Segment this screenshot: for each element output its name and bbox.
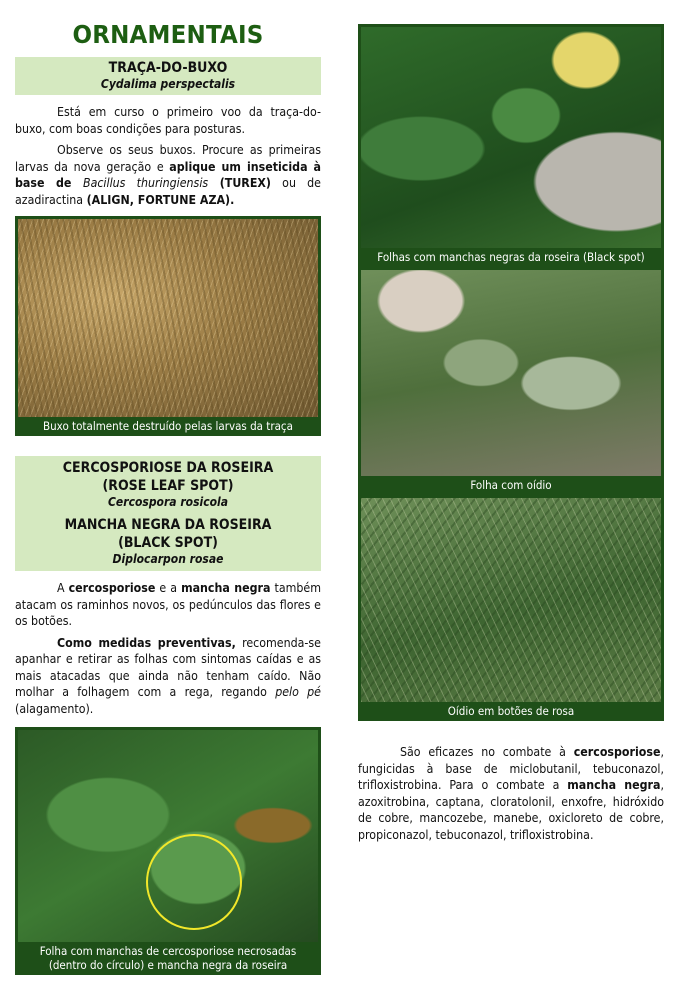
blackspot-photo-caption: Folhas com manchas negras da roseira (Black spot): [377, 250, 645, 264]
oidio-leaf-photo-figure: [358, 267, 664, 495]
cerco-title-2: (ROSE LEAF SPOT): [102, 478, 234, 494]
mancha-title-2: (BLACK SPOT): [118, 535, 218, 551]
traca-paragraph-2: Observe os seus buxos. Procure as primeiras larvas da nova geração e aplique um inseticida à base de Bacillus thuringiensis (TUREX) ou de azadiractina (ALIGN, FORTUNE AZA).: [15, 143, 321, 207]
cerco-scientific-name: Cercospora rosicola: [108, 495, 228, 509]
left-column: [15, 18, 321, 975]
traca-paragraph-1: Está em curso o primeiro voo da traça-do-buxo, com boas condições para posturas.: [15, 105, 321, 136]
oidio-leaf-photo-caption: Folha com oídio: [470, 478, 552, 492]
buxo-destroyed-photo: [18, 219, 318, 417]
highlight-circle: [146, 834, 242, 930]
oidio-buds-photo: [361, 498, 661, 702]
blackspot-leaves-photo: [361, 27, 661, 248]
buxo-photo-caption: Buxo totalmente destruído pelas larvas da traça: [43, 419, 293, 433]
oidio-buds-photo-figure: [358, 495, 664, 721]
mancha-title-1: MANCHA NEGRA DA ROSEIRA: [64, 517, 272, 533]
cerco-leaf-photo: [18, 730, 318, 942]
cerco-title-1: CERCOSPORIOSE DA ROSEIRA: [62, 460, 274, 476]
cerco-photo-caption: Folha com manchas de cercosporiose necrosadas (dentro do círculo) e mancha negra da roseira: [39, 944, 297, 972]
traca-title: TRAÇA-DO-BUXO: [108, 60, 228, 76]
oidio-buds-photo-caption: Oídio em botões de rosa: [447, 704, 575, 718]
cerco-paragraph-1: A cercosporiose e a mancha negra também atacam os raminhos novos, os pedúnculos das flores e os botões.: [15, 581, 321, 628]
buxo-photo-figure: [15, 216, 321, 436]
cerco-photo-figure: [15, 727, 321, 975]
traca-scientific-name: Cydalima perspectalis: [100, 77, 236, 91]
oidio-leaf-photo: [361, 270, 661, 476]
page-title: ORNAMENTAIS: [72, 20, 264, 49]
cerco-header: [15, 456, 321, 571]
cerco-paragraph-2: Como medidas preventivas, recomenda-se apanhar e retirar as folhas com sintomas caídas e as mais atacadas que ainda não tenham caído. Não molhar a folhagem com a rega, regando pelo pé (alagamento).: [15, 635, 321, 716]
right-column: [358, 24, 664, 843]
traca-header: [15, 57, 321, 95]
mancha-scientific-name: Diplocarpon rosae: [112, 552, 224, 566]
fungicides-paragraph: São eficazes no combate à cercosporiose, fungicidas à base de miclobutanil, tebuconazol, trifloxistrobina. Para o combate a mancha negra, azoxitrobina, captana, cloratolonil, enxofre, hidróxido de cobre, mancozebe, manebe, oxicloreto de cobre, propiconazol, tebuconazol, trifloxistrobina.: [358, 745, 664, 842]
blackspot-photo-figure: [358, 24, 664, 267]
